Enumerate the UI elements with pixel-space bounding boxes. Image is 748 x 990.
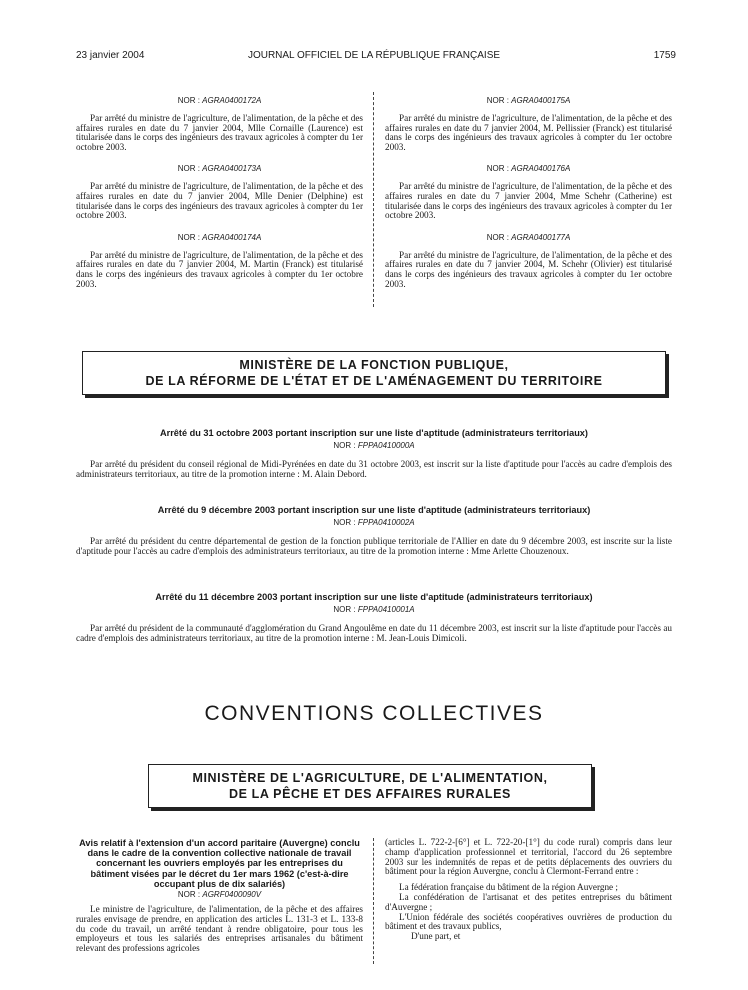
entry-text: Par arrêté du ministre de l'agriculture, de l'alimentation, de la pêche et des affaires rurales en date du 7 janvier 2004, M. Martin (Franck) est titularisé dans le corps des ingénieurs des travaux agricoles à compter du 1er octobre 2003. [76,249,363,289]
entry [76,96,363,152]
avis-left-column [76,838,363,954]
arrete-title: Arrêté du 9 décembre 2003 portant inscription sur une liste d'aptitude (administrateurs territoriaux) [157,505,591,515]
arrete [76,592,672,643]
avis-closing: D'une part, et [411,931,461,942]
header-journal: JOURNAL OFFICIEL DE LA RÉPUBLIQUE FRANÇAISE [247,50,501,61]
header-page-number: 1759 [653,50,676,61]
section-title-conventions: CONVENTIONS COLLECTIVES [204,702,544,725]
nor-line: NOR : AGRA0400175A [486,96,571,105]
entry [76,233,363,289]
avis-text: (articles L. 722-2-[6°] et L. 722-20-[1°] du code rural) compris dans leur champ d'application professionnel et territorial, l'accord du 26 septembre 2003 sur les indemnités de repas et de petits déplacements des ouvriers du bâtiment pour la région Auvergne, conclu à Clermont-Ferrand entre : [385,837,672,877]
nor-line: NOR : AGRA0400174A [177,232,262,242]
ministry-banner-line: DE LA PÊCHE ET DES AFFAIRES RURALES [229,787,511,801]
ministry-banner-line: DE LA RÉFORME DE L'ÉTAT ET DE L'AMÉNAGEMENT DU TERRITOIRE [145,374,603,388]
arrete [76,505,672,556]
ministry-banner-agriculture [148,764,592,808]
avis-party: La confédération de l'artisanat et des petites entreprises du bâtiment d'Auvergne ; [385,891,672,912]
ministry-banner-line: MINISTÈRE DE LA FONCTION PUBLIQUE, [239,358,509,372]
entry [385,96,672,152]
arrete-text: Par arrêté du président de la communauté d'agglomération du Grand Angoulême en date du 11 décembre 2003, est inscrit sur la liste d'aptitude pour l'accès au cadre d'emplois des administrateurs territoriaux, au titre de la promotion interne : M. Jean-Louis Dimicoli. [76,623,672,643]
entry-text: Par arrêté du ministre de l'agriculture, de l'alimentation, de la pêche et des affaires rurales en date du 7 janvier 2004, Mme Schehr (Catherine) est titularisée dans le corps des ingénieurs des travaux agricoles à compter du 1er octobre 2003. [385,181,672,221]
arrete-text: Par arrêté du président du conseil régional de Midi-Pyrénées en date du 31 octobre 2003, est inscrit sur la liste d'aptitude pour l'accès au cadre d'emplois des administrateurs territoriaux, au titre de la promotion interne : M. Alain Debord. [76,459,672,479]
avis-right-column [385,838,672,942]
entry-text: Par arrêté du ministre de l'agriculture, de l'alimentation, de la pêche et des affaires rurales en date du 7 janvier 2004, Mlle Cornaille (Laurence) est titularisée dans le corps des ingénieurs des travaux agricoles à compter du 1er octobre 2003. [76,113,363,152]
nor-line: NOR : FPPA0410002A [333,518,415,527]
ministry-banner-fonction-publique [82,351,666,395]
arrete-title: Arrêté du 31 octobre 2003 portant inscription sur une liste d'aptitude (administrateurs territoriaux) [160,428,588,438]
column-divider [373,92,374,307]
nor-line: NOR : AGRA0400172A [177,96,262,105]
header-date: 23 janvier 2004 [76,50,145,61]
entry [385,164,672,220]
column-divider [373,838,374,964]
ministry-banner-line: MINISTÈRE DE L'AGRICULTURE, DE L'ALIMENTATION, [192,771,548,785]
nor-line: NOR : AGRA0400176A [486,164,571,174]
entry-text: Par arrêté du ministre de l'agriculture, de l'alimentation, de la pêche et des affaires rurales en date du 7 janvier 2004, M. Pellissier (Franck) est titularisé dans le corps des ingénieurs des travaux agricoles à compter du 1er octobre 2003. [385,113,672,152]
arrete [76,428,672,479]
entry [385,233,672,289]
nor-line: NOR : AGRF0400090V [177,890,262,900]
entry [76,164,363,220]
right-column [385,96,672,289]
entry-text: Par arrêté du ministre de l'agriculture, de l'alimentation, de la pêche et des affaires rurales en date du 7 janvier 2004, M. Schehr (Olivier) est titularisé dans le corps des ingénieurs des travaux agricoles à compter du 1er octobre 2003. [385,249,672,289]
avis-title: Avis relatif à l'extension d'un accord paritaire (Auvergne) conclu dans le cadre de la convention collective nationale de travail concernant les ouvriers employés par les entreprises du bâtiment visées par le décret du 1er mars 1962 (c'est-à-dire occupant plus de dix salariés) [79,838,360,889]
avis-party: L'Union fédérale des sociétés coopératives ouvrières de production du bâtiment et des travaux publics, [385,911,672,932]
nor-line: NOR : AGRA0400177A [486,232,571,242]
nor-line: NOR : FPPA0410001A [333,605,415,614]
avis-text: Le ministre de l'agriculture, de l'alimentation, de la pêche et des affaires rurales envisage de prendre, en application des articles L. 131-3 et L. 133-8 du code du travail, un arrêté tendant à rendre obligatoire, pour tous les employeurs et tous les salariés des entreprises artisanales du bâtiment relevant des professions agricoles [76,904,363,954]
nor-line: NOR : AGRA0400173A [177,164,262,174]
arrete-text: Par arrêté du président du centre départemental de gestion de la fonction publique territoriale de l'Allier en date du 9 décembre 2003, est inscrite sur la liste d'aptitude pour l'accès au cadre d'emplois des administrateurs territoriaux, au titre de la promotion interne : Mme Arlette Chouzenoux. [76,536,672,556]
avis-party: La fédération française du bâtiment de la région Auvergne ; [399,882,618,893]
arrete-title: Arrêté du 11 décembre 2003 portant inscription sur une liste d'aptitude (administrateurs territoriaux) [155,592,593,602]
left-column [76,96,363,289]
entry-text: Par arrêté du ministre de l'agriculture, de l'alimentation, de la pêche et des affaires rurales en date du 7 janvier 2004, Mlle Denier (Delphine) est titularisée dans le corps des ingénieurs des travaux agricoles à compter du 1er octobre 2003. [76,181,363,221]
nor-line: NOR : FPPA0410000A [333,441,415,450]
